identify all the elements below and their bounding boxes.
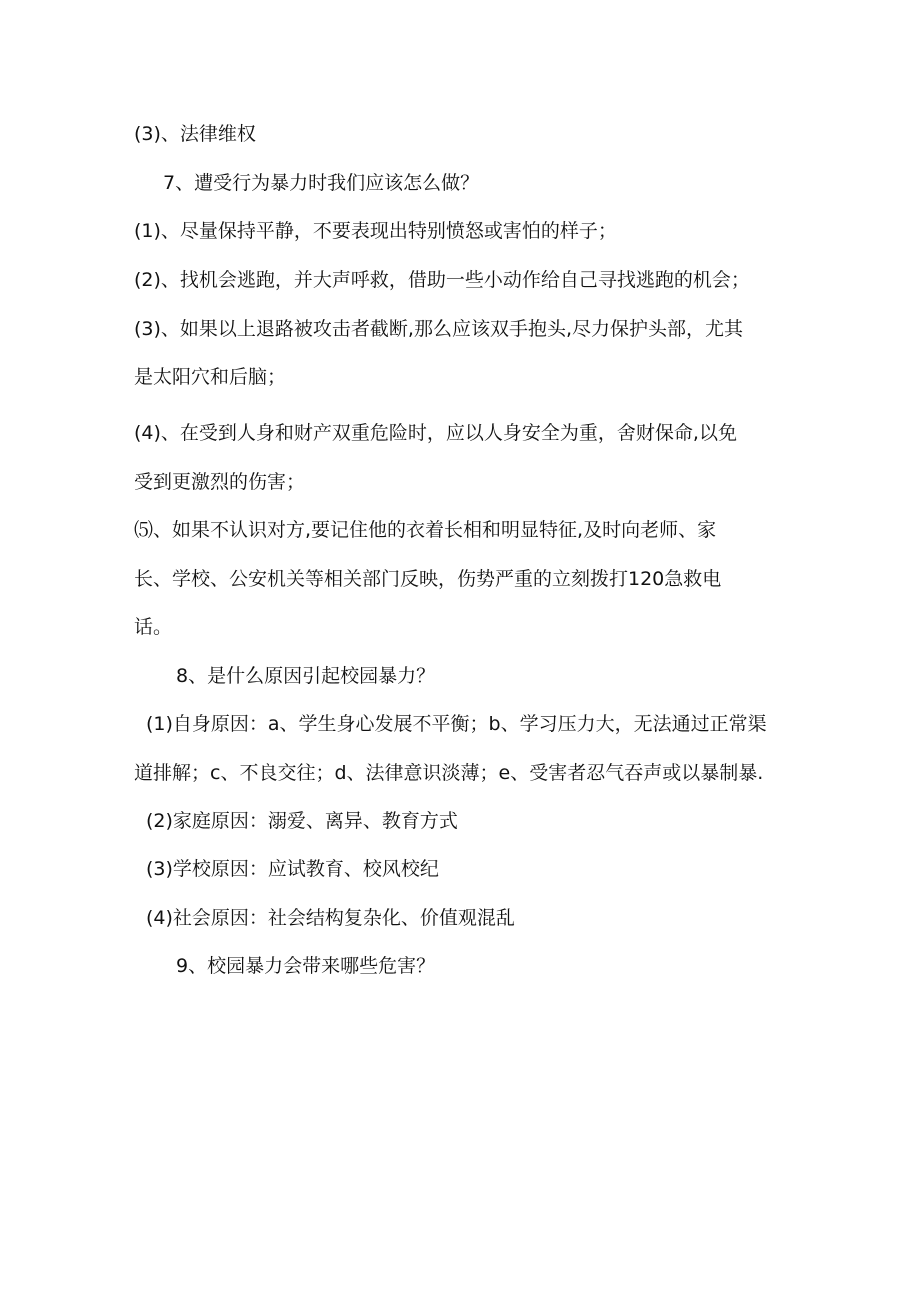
- text-line-safety-first: (4)、在受到人身和财产双重危险时，应以人身安全为重，舍财保命,以免: [134, 422, 737, 444]
- text-line-protect-head-cont: 是太阳穴和后脑；: [134, 366, 287, 388]
- text-line-social-causes: (4)社会原因：社会结构复杂化、价值观混乱: [146, 907, 515, 929]
- question-7-heading: 7、遭受行为暴力时我们应该怎么做？: [163, 172, 480, 194]
- text-line-report-cont: 话。: [134, 616, 173, 638]
- text-line-personal-causes: (1)自身原因：a、学生身心发展不平衡；b、学习压力大，无法通过正常渠: [146, 713, 767, 735]
- text-line-legal-rights: (3)、法律维权: [134, 123, 256, 145]
- text-line-safety-first-cont: 受到更激烈的伤害；: [134, 471, 306, 493]
- question-9-heading: 9、校园暴力会带来哪些危害？: [176, 955, 436, 977]
- text-line-stay-calm: (1)、尽量保持平静，不要表现出特别愤怒或害怕的样子；: [134, 220, 617, 242]
- text-line-family-causes: (2)家庭原因：溺爱、离异、教育方式: [146, 810, 458, 832]
- text-line-report: 长、学校、公安机关等相关部门反映，伤势严重的立刻拨打120急救电: [134, 568, 722, 590]
- question-8-heading: 8、是什么原因引起校园暴力？: [176, 665, 436, 687]
- text-line-escape: (2)、找机会逃跑，并大声呼救，借助一些小动作给自己寻找逃跑的机会；: [134, 269, 750, 291]
- text-line-remember-features: ⑸、如果不认识对方,要记住他的衣着长相和明显特征,及时向老师、家: [134, 519, 717, 541]
- text-line-personal-causes-cont: 道排解；c、不良交往；d、法律意识淡薄；e、受害者忍气吞声或以暴制暴.: [134, 762, 764, 784]
- text-line-school-causes: (3)学校原因：应试教育、校风校纪: [146, 858, 439, 880]
- text-line-protect-head: (3)、如果以上退路被攻击者截断,那么应该双手抱头,尽力保护头部，尤其: [134, 318, 743, 340]
